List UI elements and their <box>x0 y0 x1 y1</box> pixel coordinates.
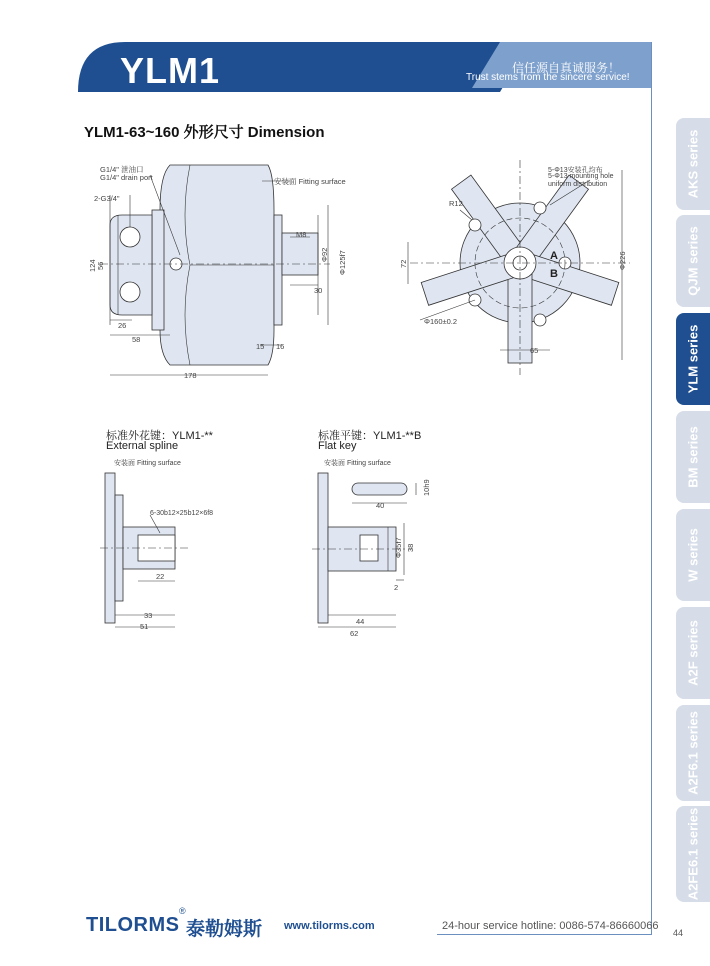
flatkey-fitting-surface: 安装面 Fitting surface <box>324 460 391 467</box>
spline-spec: 6-30b12×25b12×6f8 <box>150 510 214 517</box>
section-title: YLM1-63~160 外形尺寸 Dimension <box>84 124 325 141</box>
slogan-cn: 信任源自真诚服务！ <box>512 61 621 75</box>
tab-label: AKS series <box>685 129 701 199</box>
dim-16: 16 <box>276 342 285 351</box>
tab-label: YLM series <box>685 324 701 394</box>
flatkey-drawing <box>312 465 452 635</box>
flatkey-dim-38: 38 <box>406 543 415 552</box>
fitting-surface-label: 安装面 Fitting surface <box>274 177 346 186</box>
spline-drawing <box>100 465 210 635</box>
flatkey-dim-62: 62 <box>350 629 359 638</box>
header-banner <box>0 0 710 110</box>
right-border-line <box>651 75 652 935</box>
flatkey-caption-cn: 标准平键：YLM1-**B <box>318 430 422 442</box>
dim-125: Φ125f7 <box>338 250 347 275</box>
front-view-drawing <box>400 160 640 375</box>
flatkey-caption-en: Flat key <box>318 440 357 452</box>
holes-en-1: 5-Φ13 mounting hole <box>548 173 614 180</box>
spline-fitting-surface: 安装面 Fitting surface <box>114 460 181 467</box>
holes-en-2: uniform distribution <box>548 181 608 188</box>
dim-65: 65 <box>530 346 539 355</box>
dim-26: 26 <box>118 321 127 330</box>
tab-label: A2FE6.1 series <box>685 807 701 901</box>
brand-logo-cn: 泰勒姆斯 <box>186 919 263 940</box>
drain-port-cn: G1/4" 泄油口 <box>100 165 144 174</box>
footer-divider <box>437 934 651 935</box>
port-a-label: A <box>550 250 558 262</box>
dim-124: 124 <box>88 259 97 272</box>
flatkey-dim-2: 2 <box>394 583 399 592</box>
tab-ylm-series[interactable] <box>676 313 710 405</box>
side-view-drawing <box>90 155 360 390</box>
dim-15: 15 <box>256 342 265 351</box>
tab-a2fe61-series[interactable] <box>676 806 710 902</box>
page-title: YLM1 <box>120 50 221 91</box>
brand-logo: TILORMS <box>86 914 180 936</box>
tab-w-series[interactable] <box>676 509 710 601</box>
website-link[interactable]: www.tilorms.com <box>284 920 375 932</box>
port-label: 2-G3/4" <box>94 194 120 203</box>
dim-56: 56 <box>96 261 105 270</box>
slogan-en: Trust stems from the sincere service! <box>466 72 630 83</box>
dim-160: Φ160±0.2 <box>424 317 458 326</box>
tab-label: A2F series <box>685 620 701 686</box>
spline-dim-33: 33 <box>144 611 153 620</box>
service-hotline: 24-hour service hotline: 0086-574-86660066 <box>442 920 659 932</box>
flatkey-dim-40: 40 <box>376 501 385 510</box>
r12-label: R12 <box>449 199 463 208</box>
flatkey-dim-10h9: 10h9 <box>422 479 431 496</box>
tab-a2f61-series[interactable] <box>676 705 710 801</box>
flatkey-dim-44: 44 <box>356 617 365 626</box>
dim-72: 72 <box>399 259 408 268</box>
tab-label: A2F6.1 series <box>685 711 701 795</box>
dim-58: 58 <box>132 335 141 344</box>
tab-a2f-series[interactable] <box>676 607 710 699</box>
holes-cn: 5-Φ13安装孔均布 <box>548 167 603 174</box>
tab-label: BM series <box>685 426 701 488</box>
spline-dim-51: 51 <box>140 622 149 631</box>
dim-92: Φ92 <box>320 247 329 262</box>
dim-226: Φ226 <box>618 251 627 270</box>
tab-label: QJM series <box>685 226 701 296</box>
spline-caption-cn: 标准外花键：YLM1-** <box>106 430 213 442</box>
tab-bm-series[interactable] <box>676 411 710 503</box>
registered-mark: ® <box>179 906 186 916</box>
tab-aks-series[interactable] <box>676 118 710 210</box>
dim-30: 30 <box>314 286 323 295</box>
dim-178: 178 <box>184 371 197 380</box>
port-b-label: B <box>550 268 558 280</box>
page-number: 44 <box>673 928 684 938</box>
drain-port-en: G1/4" drain port <box>100 173 153 182</box>
tab-qjm-series[interactable] <box>676 215 710 307</box>
flatkey-dim-35f7: Φ35f7 <box>394 537 403 558</box>
tab-label: W series <box>685 528 701 582</box>
spline-dim-22: 22 <box>156 572 165 581</box>
thread-label: M8 <box>296 230 307 239</box>
spline-caption-en: External spline <box>106 440 179 452</box>
